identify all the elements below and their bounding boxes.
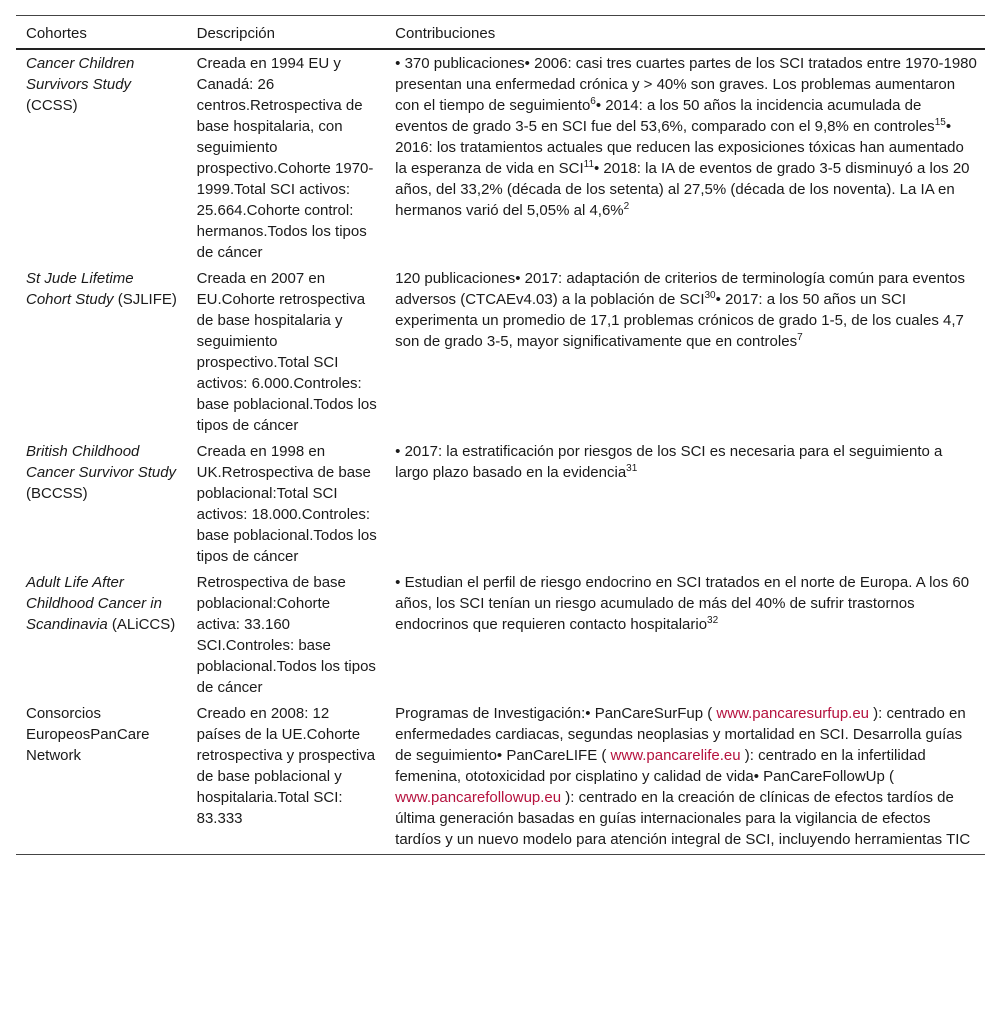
contrib-text: • 370 publicaciones• 2006: casi tres cuartes partes de los SCI tratados entre 1970-1980 presentan una enfermedad crónica y > 40% son graves. Los problemas aumentaron con el tiempo de seguimiento	[395, 55, 977, 114]
description-cell: Creada en 1994 EU y Canadá: 26 centros.Retrospectiva de base hospitalaria, con seguimiento prospectivo.Cohorte 1970-1999.Total SCI activos: 25.664.Cohorte control: hermanos.Todos los tipos de cáncer	[196, 55, 374, 261]
citation: 11	[583, 159, 595, 170]
contributions-cell	[385, 49, 985, 265]
contrib-text: • 2016: los tratamientos actuales que reducen las exposiciones tóxicas han aumentado la esperanza de vida en SCI	[395, 118, 964, 177]
contributions-cell	[385, 438, 985, 569]
contrib-text: • Estudian el perfil de riesgo endocrino en SCI tratados en el norte de Europa. A los 60 años, los SCI tenían un riesgo acumulado de más del 40% de sufrir trastornos endocrinos que requieren contacto hospitalario	[395, 574, 970, 633]
table-row	[16, 438, 985, 569]
cohorts-table	[16, 15, 985, 855]
pancarefollowup-link[interactable]: www.pancarefollowup.eu	[395, 789, 562, 806]
description-cell: Retrospectiva de base poblacional:Cohorte activa: 33.160 SCI.Controles: base poblacional.Todos los tipos de cáncer	[196, 574, 376, 696]
description-cell: Creada en 2007 en EU.Cohorte retrospectiva de base hospitalaria y seguimiento prospectivo.Total SCI activos: 6.000.Controles: base poblacional.Todos los tipos de cáncer	[196, 270, 377, 434]
citation: 15	[934, 117, 946, 128]
contrib-text: • 2014: a los 50 años la incidencia acumulada de eventos de grado 3-5 en SCI fue del 53,6%, comparado con el 9,8% en controles	[395, 97, 935, 135]
contrib-text: Programas de Investigación:• PanCareSurFup (	[395, 705, 717, 722]
description-cell: Creada en 1998 en UK.Retrospectiva de base poblacional:Total SCI activos: 18.000.Controles: base poblacional.Todos los tipos de cáncer	[196, 443, 377, 565]
table-row	[16, 49, 985, 265]
contributions-cell	[385, 700, 985, 855]
contrib-text: ): centrado en enfermedades cardiacas, segundas neoplasias y mortalidad en SCI. Desarrolla guías de seguimiento• PanCareLIFE (	[395, 705, 966, 764]
table-row	[16, 569, 985, 700]
cohort-name: Cancer Children Survivors Study	[26, 55, 135, 93]
header-cohortes: Cohortes	[16, 16, 187, 50]
header-descripcion: Descripción	[187, 16, 386, 50]
cohort-abbr: (BCCSS)	[26, 485, 88, 502]
cohort-cell	[16, 265, 187, 438]
cohort-abbr: (SJLIFE)	[113, 291, 177, 308]
table-row	[16, 700, 985, 855]
cohort-cell	[16, 438, 187, 569]
contributions-cell	[385, 265, 985, 438]
citation: 30	[704, 290, 716, 301]
pancaresurfup-link[interactable]: www.pancaresurfup.eu	[716, 705, 870, 722]
contributions-cell	[385, 569, 985, 700]
citation: 7	[797, 332, 803, 343]
table-row	[16, 265, 985, 438]
description-cell: Creado en 2008: 12 países de la UE.Cohorte retrospectiva y prospectiva de base poblacional y hospitalaria.Total SCI: 83.333	[187, 700, 386, 855]
cohort-name: St Jude Lifetime Cohort Study	[26, 270, 134, 308]
citation: 32	[707, 615, 719, 626]
cohort-cell	[16, 49, 187, 265]
header-contribuciones: Contribuciones	[385, 16, 985, 50]
cohort-name: Adult Life After Childhood Cancer in Scandinavia	[26, 574, 162, 633]
table-header-row	[16, 16, 985, 50]
contrib-text: 120 publicaciones• 2017: adaptación de criterios de terminología común para eventos adversos (CTCAEv4.03) a la población de SCI	[395, 270, 965, 308]
cohort-cell: Consorcios EuropeosPanCare Network	[16, 700, 187, 855]
contrib-text: • 2017: a los 50 años un SCI experimenta un promedio de 17,1 problemas crónicos de grado 1-5, de los cuales 4,7 son de grado 3-5, mayor significativamente que en controles	[395, 291, 964, 350]
contrib-text: ): centrado en la creación de clínicas de efectos tardíos de última generación basadas en guías internacionales para la vigilancia de efectos tardíos y un nuevo modelo para atención integral de SCI, incluyendo herramientas TIC	[395, 789, 971, 848]
citation: 2	[623, 201, 630, 212]
pancarelife-link[interactable]: www.pancarelife.eu	[610, 747, 741, 764]
contrib-text: ): centrado en la infertilidad femenina, ototoxicidad por cisplatino y calidad de vida• PanCareFollowUp (	[395, 747, 926, 785]
cohort-cell	[16, 569, 187, 700]
cohort-abbr: (CCSS)	[26, 97, 78, 114]
citation: 31	[626, 463, 638, 474]
cohort-name: British Childhood Cancer Survivor Study	[26, 443, 177, 481]
cohort-abbr: (ALiCCS)	[107, 616, 176, 633]
contrib-text: • 2018: la IA de eventos de grado 3-5 disminuyó a los 20 años, del 33,2% (década de los setenta) al 27,5% (década de los noventa). La IA en hermanos varió del 5,05% al 4,6%	[395, 160, 970, 219]
citation: 6	[590, 96, 596, 107]
contrib-text: • 2017: la estratificación por riesgos de los SCI es necesaria para el seguimiento a largo plazo basado en la evidencia	[395, 443, 943, 481]
